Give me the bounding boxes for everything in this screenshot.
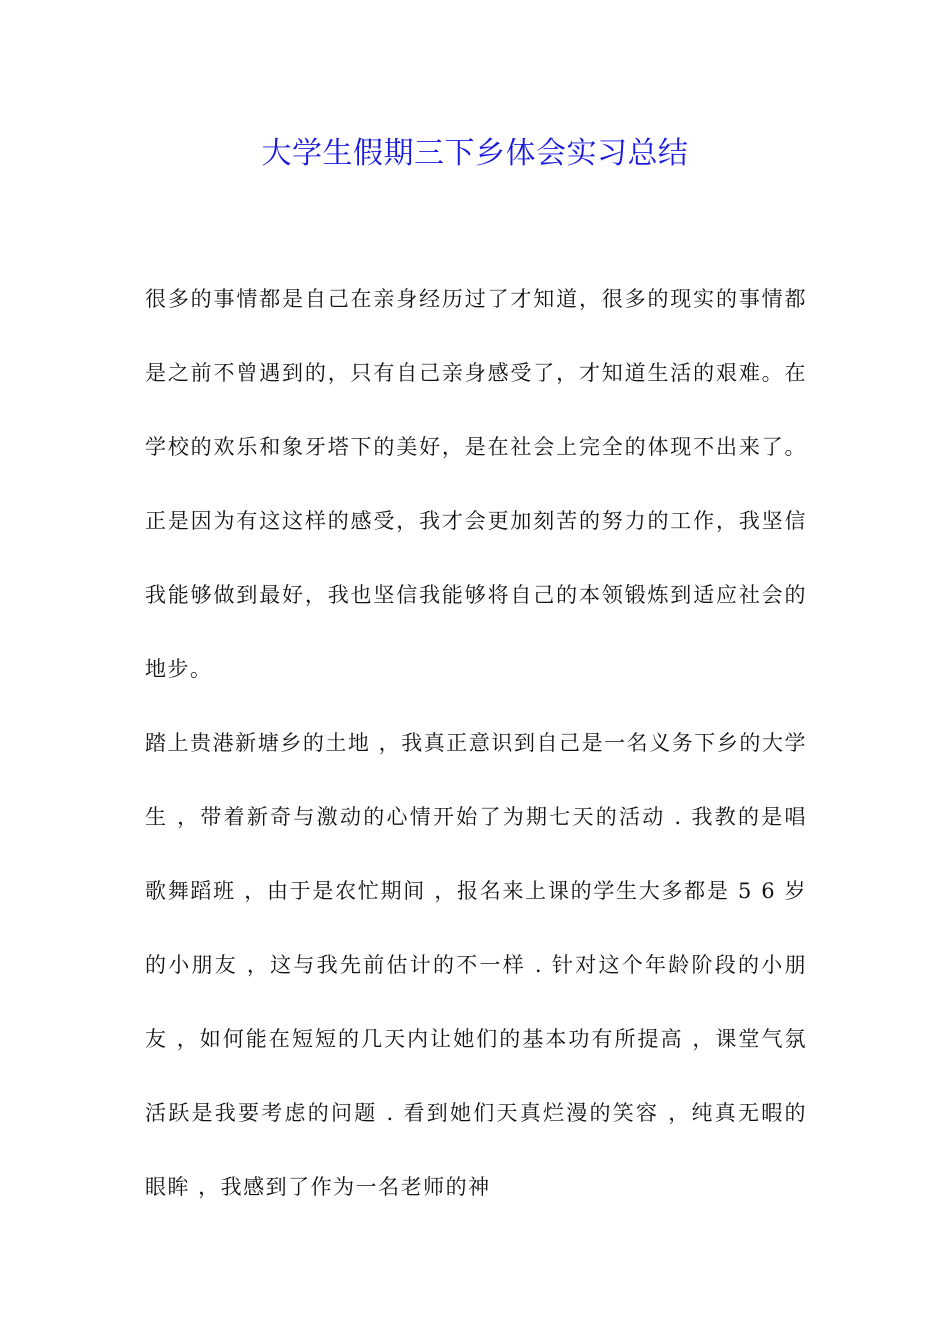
paragraph-2: 踏上贵港新塘乡的土地 ，我真正意识到自己是一名义务下乡的大学生 ，带着新奇与激动的心情开始了为期七天的活动 . 我教的是唱歌舞蹈班 ，由于是农忙期间 ，报名来上课的学生大多都是 5 6 岁的小朋友 ，这与我先前估计的不一样 . 针对这个年龄阶段的小朋友 ，如何能在短短的几天内让她们的基本功有所提高 ，课堂气氛活跃是我要考虑的问题 . 看到她们天真烂漫的笑容 ，纯真无暇的眼眸 ，我感到了作为一名老师的神 (145, 731, 807, 1199)
document-title: 大学生假期三下乡体会实习总结 (261, 136, 689, 171)
paragraph-1: 很多的事情都是自己在亲身经历过了才知道，很多的现实的事情都是之前不曾遇到的，只有自己亲身感受了，才知道生活的艰难。在学校的欢乐和象牙塔下的美好，是在社会上完全的体现不出来了。正是因为有这这样的感受，我才会更加刻苦的努力的工作，我坚信我能够做到最好，我也坚信我能够将自己的本领锻炼到适应社会的地步。 (145, 287, 807, 681)
document-body (145, 262, 807, 1224)
